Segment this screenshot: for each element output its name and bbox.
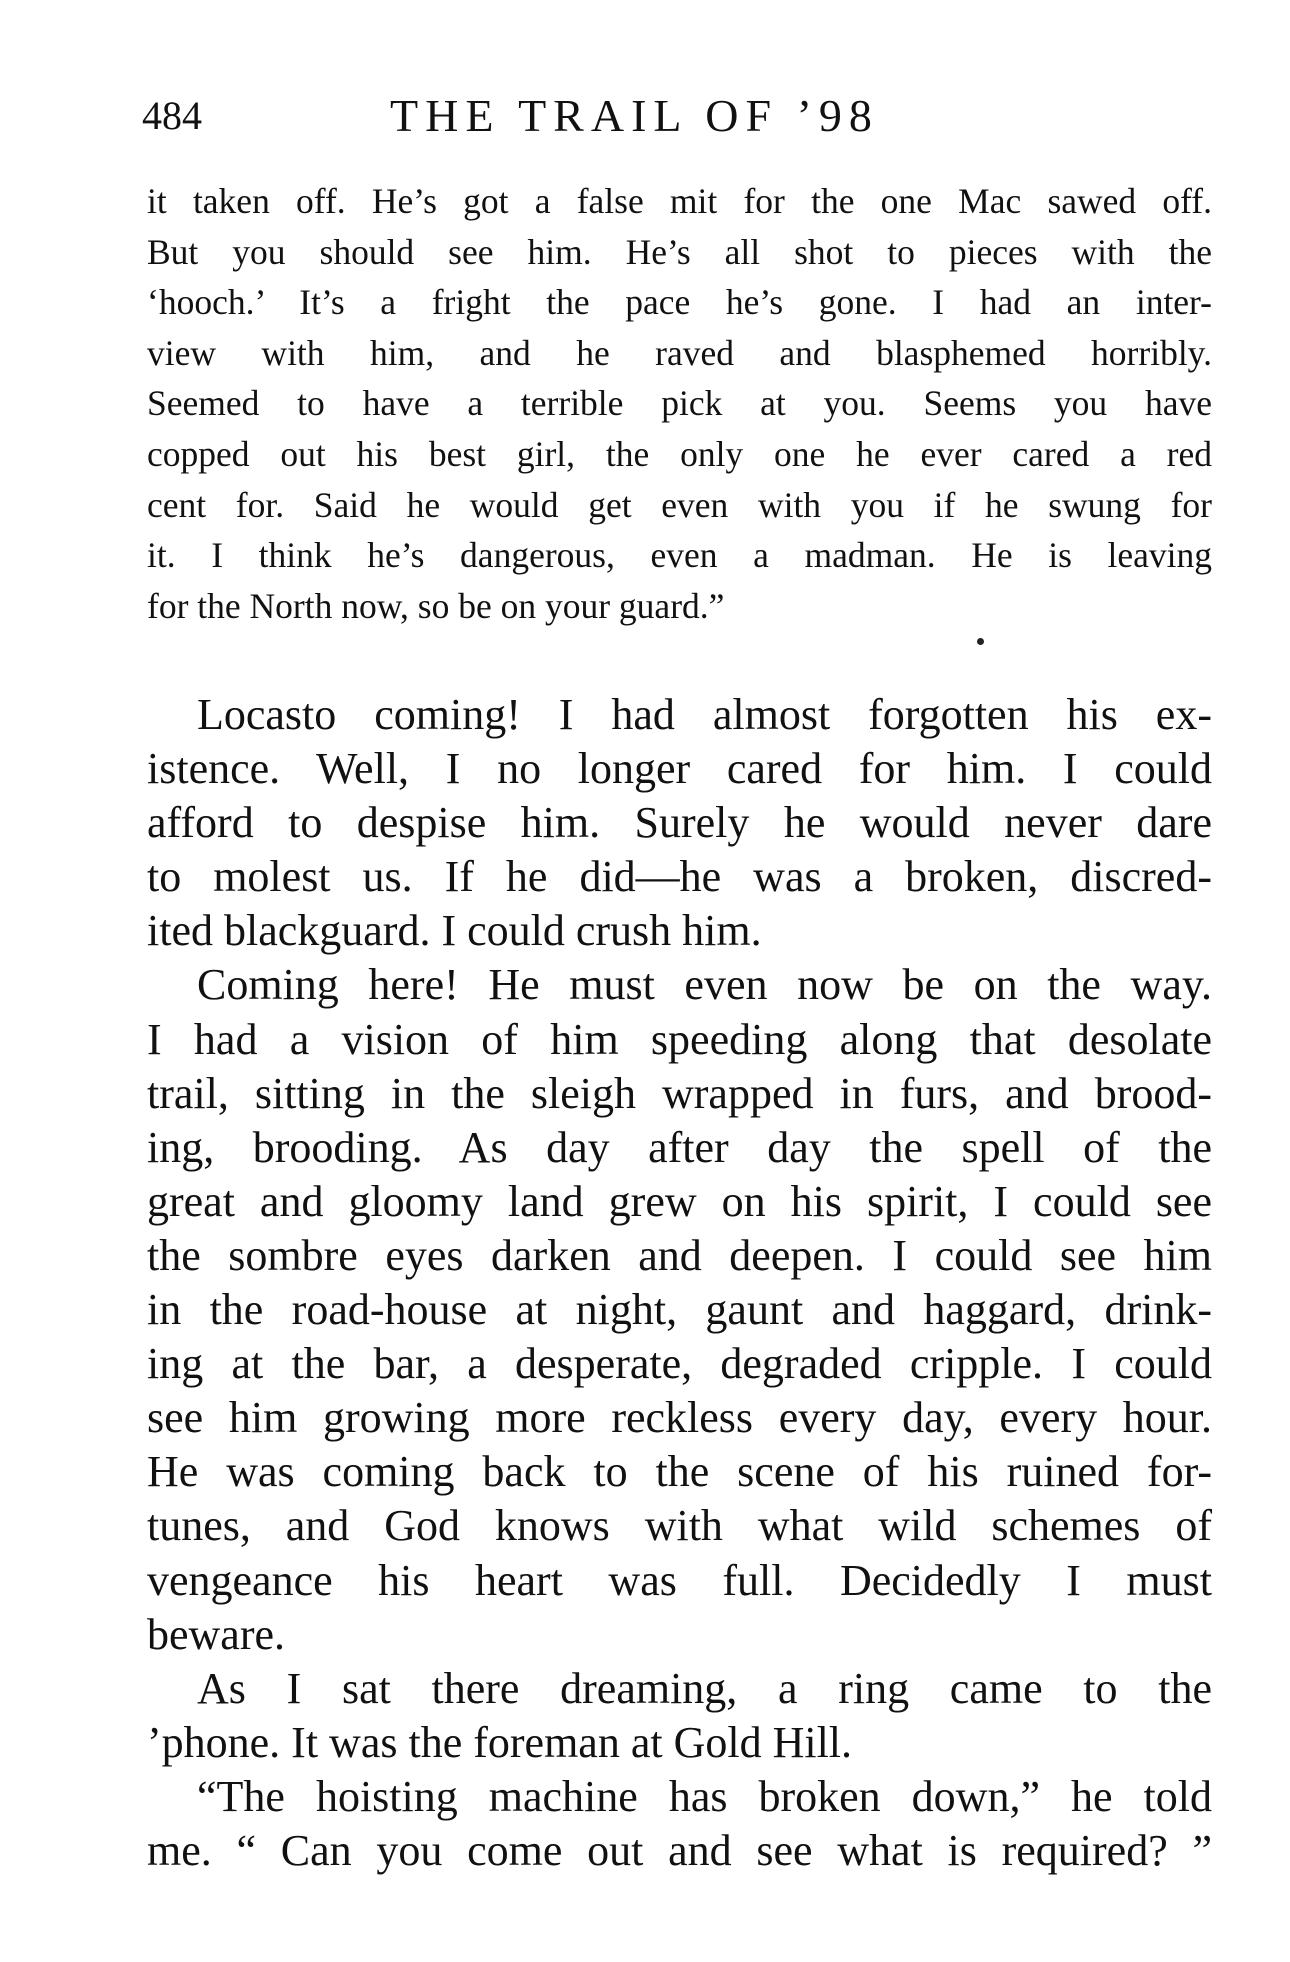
body-line: to molest us. If he did—he was a broken, discred-: [147, 852, 1212, 902]
letter-excerpt: [147, 176, 1212, 631]
body-line: the sombre eyes darken and deepen. I could see him: [147, 1230, 1212, 1280]
body-line: tunes, and God knows with what wild schemes of: [147, 1501, 1212, 1551]
body-text: [147, 688, 1212, 1878]
letter-line: copped out his best girl, the only one he ever cared a red: [147, 433, 1212, 474]
letter-line: Seemed to have a terrible pick at you. Seems you have: [147, 383, 1212, 424]
letter-line: view with him, and he raved and blasphemed horribly.: [147, 332, 1212, 373]
letter-line: But you should see him. He’s all shot to pieces with the: [147, 231, 1212, 272]
body-line: in the road-house at night, gaunt and haggard, drink-: [147, 1285, 1212, 1335]
body-line: istence. Well, I no longer cared for him. I could: [147, 744, 1212, 794]
body-line: afford to despise him. Surely he would never dare: [147, 798, 1212, 848]
body-line: me. “ Can you come out and see what is required? ”: [147, 1825, 1212, 1875]
stray-dot: [977, 638, 984, 645]
letter-line: it. I think he’s dangerous, even a madman. He is leaving: [147, 535, 1212, 576]
body-line: great and gloomy land grew on his spirit, I could see: [147, 1176, 1212, 1226]
body-line: ing, brooding. As day after day the spell of the: [147, 1122, 1212, 1172]
body-line: ited blackguard. I could crush him.: [147, 906, 762, 956]
letter-line: it taken off. He’s got a false mit for the one Mac sawed off.: [147, 181, 1212, 221]
body-line: As I sat there dreaming, a ring came to the: [197, 1663, 1212, 1713]
body-line: Coming here! He must even now be on the way.: [197, 960, 1212, 1010]
running-head: [142, 86, 1212, 146]
body-line: ing at the bar, a desperate, degraded cripple. I could: [147, 1339, 1212, 1389]
body-line: trail, sitting in the sleigh wrapped in furs, and brood-: [147, 1068, 1212, 1118]
body-line: He was coming back to the scene of his ruined for-: [147, 1447, 1212, 1497]
letter-line: ‘hooch.’ It’s a fright the pace he’s gone. I had an inter-: [147, 282, 1212, 323]
running-title: THE TRAIL OF ’98: [390, 90, 879, 141]
page-number: 484: [142, 93, 202, 138]
body-line: beware.: [147, 1609, 286, 1659]
body-line: “The hoisting machine has broken down,” he told: [197, 1771, 1212, 1821]
letter-line: for the North now, so be on your guard.”: [147, 585, 725, 626]
body-line: I had a vision of him speeding along that desolate: [147, 1014, 1212, 1064]
body-line: ’phone. It was the foreman at Gold Hill.: [147, 1717, 853, 1767]
body-line: vengeance his heart was full. Decidedly I must: [147, 1555, 1212, 1605]
body-line: see him growing more reckless every day, every hour.: [147, 1393, 1212, 1443]
letter-line: cent for. Said he would get even with you if he swung for: [147, 484, 1212, 525]
body-line: Locasto coming! I had almost forgotten his ex-: [197, 690, 1212, 739]
